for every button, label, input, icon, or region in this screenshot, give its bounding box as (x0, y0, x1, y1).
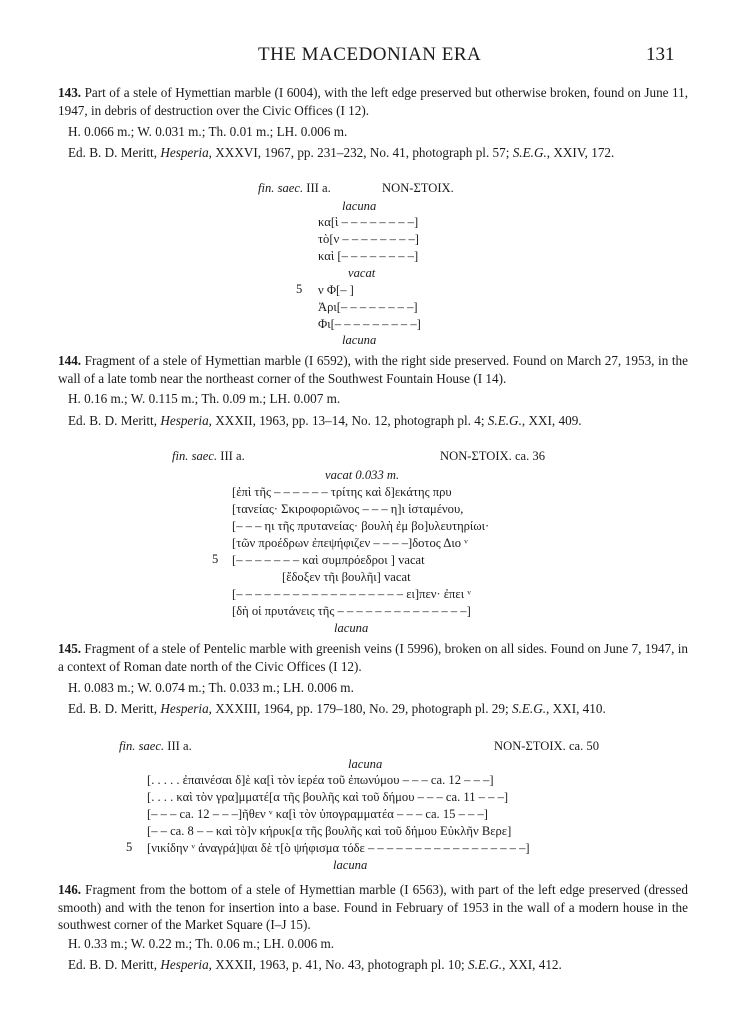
edition-reference: , XXXVI, 1967, pp. 231–232, No. 41, photograph pl. 57; (208, 145, 513, 160)
inscription-line: [τῶν προέδρων ἐπεψήφιζεν – – – –]δοτος Διο ᵛ (232, 536, 468, 550)
edition-seg: S.E.G. (468, 957, 503, 972)
edition-seg-reference: , XXI, 409. (521, 413, 582, 428)
inscription-line: lacuna (342, 333, 377, 347)
entry-144-style: NON-ΣΤΟΙΧ. ca. 36 (440, 449, 546, 463)
entry-146-description (58, 881, 688, 934)
entry-144-edition (68, 413, 582, 429)
inscription-line: κα[ὶ – – – – – – – –] (318, 215, 419, 229)
entry-description-text: Fragment from the bottom of a stele of Hymettian marble (I 6563), with part of the left edge preserved (dressed smooth) and with the tenon for insertion into a base. Found in February of 1953 in the wall of a modern house in the southwest corner of the Market Square (I–J 15). (58, 882, 688, 932)
edition-editor: Ed. B. D. Meritt, (68, 957, 161, 972)
edition-seg-reference: , XXI, 412. (502, 957, 562, 972)
inscription-line: [δὴ οἱ πρυτάνεις τῆς – – – – – – – – – – – – – –] (232, 604, 471, 618)
inscription-line: [– – – ηι τῆς πρυτανείας· βουλὴ ἐμ βο]υλευτηρίωι· (232, 519, 490, 533)
entry-number: 143. (58, 85, 82, 100)
date-label: fin. saec. (172, 449, 218, 463)
line-number: 5 (126, 840, 133, 854)
inscription-line: [. . . . καὶ τὸν γρα]μματέ[α τῆς βουλῆς καὶ τοῦ δήμου – – – ca. 11 – – –] (147, 790, 509, 804)
inscription-line: [ἐπὶ τῆς – – – – – – τρίτης καὶ δ]εκάτης πρυ (232, 485, 452, 499)
edition-reference: , XXXII, 1963, pp. 13–14, No. 12, photograph pl. 4; (208, 413, 488, 428)
entry-143-dimensions: H. 0.066 m.; W. 0.031 m.; Th. 0.01 m.; LH. 0.006 m. (68, 124, 348, 139)
entry-145-date (119, 738, 192, 754)
date-century: III a. (217, 449, 245, 463)
entry-143-description (58, 84, 688, 119)
entry-number: 145. (58, 641, 82, 656)
entry-description-text: Fragment of a stele of Pentelic marble with greenish veins (I 5996), broken on all sides. Found on June 7, 1947, in a context of Roman date north of the Civic Offices (I 12). (58, 641, 689, 674)
edition-journal: Hesperia (160, 145, 209, 160)
inscription-line: lacuna (333, 858, 368, 872)
entry-143-date (258, 180, 331, 196)
edition-reference: , XXXIII, 1964, pp. 179–180, No. 29, photograph pl. 29; (208, 701, 512, 716)
page-number: 131 (646, 44, 675, 65)
entry-146-edition (68, 957, 562, 973)
edition-editor: Ed. B. D. Meritt, (68, 145, 161, 160)
edition-journal: Hesperia (160, 957, 209, 972)
entry-143-edition (68, 145, 614, 161)
edition-seg: S.E.G. (512, 145, 547, 160)
edition-seg: S.E.G. (511, 701, 547, 716)
edition-journal: Hesperia (160, 413, 209, 428)
entry-145-style: NON-ΣΤΟΙΧ. ca. 50 (494, 739, 600, 753)
date-label: fin. saec. (119, 739, 165, 753)
inscription-line: lacuna (342, 199, 377, 213)
inscription-line: [ἔδοξεν τῆι βουλῆι] vacat (282, 570, 411, 584)
entry-145-edition (68, 701, 606, 717)
inscription-line: καὶ [– – – – – – – –] (318, 249, 419, 263)
inscription-line: [τανείας· Σκιροφοριῶνος – – – η]ι ἱσταμένου, (232, 502, 464, 516)
inscription-line: vacat 0.033 m. (325, 468, 400, 482)
edition-reference: , XXXII, 1963, p. 41, No. 43, photograph pl. 10; (208, 957, 469, 972)
edition-editor: Ed. B. D. Meritt, (68, 701, 161, 716)
line-number: 5 (212, 552, 219, 566)
inscription-line: vacat (348, 266, 376, 280)
entry-144-dimensions: H. 0.16 m.; W. 0.115 m.; Th. 0.09 m.; LH. 0.007 m. (68, 391, 341, 406)
inscription-line: [– – – – – – – – – – – – – – – – – – ει]πεν· ἐπει ᵛ (232, 587, 471, 601)
inscription-line: [– – – ca. 12 – – –]ῆθεν ᵛ κα[ὶ τὸν ὑπογραμματέα – – – ca. 15 – – –] (147, 807, 488, 821)
line-number: 5 (296, 282, 303, 296)
edition-seg-reference: , XXI, 410. (546, 701, 606, 716)
entry-144-date (172, 448, 245, 464)
inscription-line: [νικίδην ᵛ ἀναγρά]ψαι δὲ τ[ὸ ψήφισμα τόδε – – – – – – – – – – – – – – – – –] (147, 841, 530, 855)
edition-journal: Hesperia (160, 701, 209, 716)
entry-143-style: NON-ΣΤΟΙΧ. (382, 181, 454, 195)
inscription-line: [. . . . . ἐπαινέσαι δ]ὲ κα[ὶ τὸν ἱερέα τοῦ ἐπωνύμου – – – ca. 12 – – –] (147, 773, 494, 787)
entry-number: 146. (58, 882, 82, 897)
inscription-line: τὸ[ν – – – – – – – –] (318, 232, 420, 246)
inscription-line: Φι[– – – – – – – – –] (318, 317, 421, 331)
edition-seg-reference: , XXIV, 172. (546, 145, 615, 160)
inscription-line: [– – – – – – – καὶ συμπρόεδροι ] vacat (232, 553, 425, 567)
inscription-line: lacuna (334, 621, 369, 635)
entry-number: 144. (58, 353, 82, 368)
edition-seg: S.E.G. (487, 413, 522, 428)
entry-145-dimensions: H. 0.083 m.; W. 0.074 m.; Th. 0.033 m.; LH. 0.006 m. (68, 680, 354, 695)
date-label: fin. saec. (258, 181, 304, 195)
inscription-line: Ἀρι[– – – – – – – –] (318, 300, 418, 314)
inscription-line: [– – ca. 8 – – καὶ τὸ]ν κήρυκ[α τῆς βουλῆς καὶ τοῦ δήμου Εὐκλῆν Βερε] (147, 824, 512, 838)
inscription-line: lacuna (348, 757, 383, 771)
entry-146-dimensions: H. 0.33 m.; W. 0.22 m.; Th. 0.06 m.; LH. 0.006 m. (68, 936, 335, 951)
edition-editor: Ed. B. D. Meritt, (68, 413, 161, 428)
date-century: III a. (303, 181, 331, 195)
running-header-title: THE MACEDONIAN ERA (258, 44, 482, 65)
entry-145-description (58, 640, 688, 675)
date-century: III a. (164, 739, 192, 753)
inscription-line: ν Φ[– ] (318, 283, 354, 297)
entry-144-description (58, 352, 688, 387)
entry-description-text: Fragment of a stele of Hymettian marble (I 6592), with the right side preserved. Found on March 27, 1953, in the wall of a late tomb near the northeast corner of the Southwest Fountain House (I 14). (58, 353, 689, 386)
entry-description-text: Part of a stele of Hymettian marble (I 6004), with the left edge preserved but otherwise broken, found on June 11, 1947, in debris of destruction over the Civic Offices (I 12). (58, 85, 688, 118)
